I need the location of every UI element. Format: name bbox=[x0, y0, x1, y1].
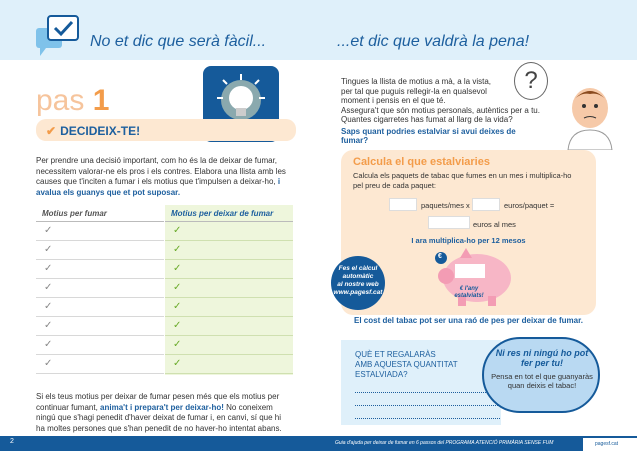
reasons-table bbox=[36, 205, 293, 375]
web-calculator-link[interactable] bbox=[331, 256, 385, 310]
table-row[interactable]: ✓ bbox=[165, 317, 293, 336]
smoke-reasons-column bbox=[36, 205, 164, 375]
decide-banner bbox=[36, 119, 296, 141]
right-line: Tingues la llista de motius a mà, a la vista, bbox=[341, 77, 491, 86]
savings-question: Saps quant podries estalviar si avui deixes de fumar? bbox=[341, 126, 516, 145]
price-input[interactable] bbox=[472, 198, 500, 211]
right-line: moment i pensis en el que té. bbox=[341, 96, 446, 105]
monthly-input[interactable] bbox=[428, 216, 470, 229]
table-row[interactable]: ✓ bbox=[36, 279, 164, 298]
thinking-person-icon bbox=[560, 80, 620, 150]
gift-line: QUÈ ET REGALARÀS bbox=[355, 350, 436, 359]
web-line: automàtic bbox=[342, 273, 374, 280]
gift-answer-line[interactable] bbox=[355, 418, 500, 419]
quit-reasons-column bbox=[165, 205, 293, 375]
yearly-input[interactable] bbox=[455, 264, 485, 278]
right-intro bbox=[341, 77, 541, 146]
intro-highlight: i avalua els guanys que et pot suposar. bbox=[36, 177, 281, 197]
decide-label: DECIDEIX-TE! bbox=[60, 124, 141, 138]
packets-input[interactable] bbox=[389, 198, 417, 211]
gift-answer-line[interactable] bbox=[355, 405, 500, 406]
table-row[interactable]: ✓ bbox=[165, 355, 293, 374]
calculator-title: Calcula el que estalviaries bbox=[353, 156, 490, 168]
multiply-instruction: I ara multiplica-ho per 12 mesos bbox=[411, 236, 526, 245]
table-row[interactable]: ✓ bbox=[36, 298, 164, 317]
checkmark-icon: ✔ bbox=[46, 124, 57, 138]
intro-text: Per prendre una decisió important, com ho és la de deixar de fumar, necessitem valorar-ne els pros i els contres. Elabora una llista amb les causes que t'inciten a fumar i els motius que t'impulsen a deixar-ho, bbox=[36, 156, 286, 186]
step-heading bbox=[36, 84, 109, 118]
table-row[interactable]: ✓ bbox=[165, 336, 293, 355]
right-line: Quantes cigarretes has fumat al llarg de la vida? bbox=[341, 115, 513, 124]
gift-line: ESTALVIADA? bbox=[355, 370, 408, 379]
table-row[interactable]: ✓ bbox=[36, 260, 164, 279]
right-line: Assegura't que són motius personals, autèntics per a tu. bbox=[341, 105, 540, 115]
table-row[interactable]: ✓ bbox=[165, 279, 293, 298]
cloud-subtitle: Pensa en tot el que guanyaràs quan deixis el tabac! bbox=[491, 372, 593, 390]
chat-checkmark-icon bbox=[34, 14, 84, 58]
web-line: www.pagesf.cat bbox=[333, 289, 383, 296]
top-banner bbox=[0, 0, 637, 60]
table-row[interactable]: ✓ bbox=[36, 222, 164, 241]
euro-icon: € bbox=[438, 253, 442, 260]
outro-highlight: anima't i prepara't per deixar-ho! bbox=[100, 402, 224, 412]
right-line: per tal que puguis rellegir-la en qualsevol bbox=[341, 86, 487, 96]
outro-text-1: Si els teus motius per deixar de fumar pesen més que els motius per continuar fumant, bbox=[36, 392, 280, 412]
column-header-smoke: Motius per fumar bbox=[36, 205, 164, 222]
table-row[interactable]: ✓ bbox=[165, 241, 293, 260]
table-row[interactable]: ✓ bbox=[36, 241, 164, 260]
cost-statement: El cost del tabac pot ser una raó de pes per deixar de fumar. bbox=[354, 316, 583, 325]
table-row[interactable]: ✓ bbox=[165, 222, 293, 241]
banner-left-heading: No et dic que serà fàcil... bbox=[90, 33, 267, 50]
banner-right-heading: ...et dic que valdrà la pena! bbox=[337, 33, 530, 50]
pig-line: estalviats! bbox=[454, 293, 484, 299]
table-row[interactable]: ✓ bbox=[36, 355, 164, 374]
step-number: 1 bbox=[92, 84, 110, 117]
footer-logo: pagesf.cat bbox=[583, 438, 637, 451]
intro-paragraph bbox=[36, 156, 292, 198]
outro-text-2: No coneixem ningú que s'hagi penedit d'haver deixat de fumar i, en canvi, sí que hi ha moltes persones que s'han penedit de no haver-ho intentat abans. bbox=[36, 402, 282, 433]
monthly-label: euros al mes bbox=[473, 220, 516, 229]
gift-question bbox=[355, 350, 485, 380]
table-row[interactable]: ✓ bbox=[36, 317, 164, 336]
web-line: Fes el càlcul bbox=[338, 265, 378, 272]
cloud-title: Ni res ni ningú ho pot fer per tu! bbox=[495, 348, 589, 368]
page-number: 2 bbox=[10, 438, 14, 445]
outro-paragraph bbox=[36, 392, 292, 434]
yearly-label bbox=[452, 286, 486, 300]
web-line: al nostre web bbox=[337, 281, 379, 288]
pig-line: € l'any bbox=[459, 286, 479, 292]
calculator-description: Calcula els paquets de tabac que fumes en un mes i multiplica-ho pel preu de cada paquet: bbox=[353, 171, 572, 190]
footer-text: Guia d'ajuda per deixar de fumar en 6 passos del PROGRAMA ATENCIÓ PRIMÀRIA SENSE FUM bbox=[335, 440, 554, 446]
gift-line: AMB AQUESTA QUANTITAT bbox=[355, 360, 458, 369]
question-mark-icon: ? bbox=[514, 62, 548, 100]
table-row[interactable]: ✓ bbox=[36, 336, 164, 355]
column-header-quit: Motius per deixar de fumar bbox=[165, 205, 293, 222]
price-label: euros/paquet = bbox=[504, 201, 555, 210]
gift-answer-line[interactable] bbox=[355, 392, 500, 393]
table-row[interactable]: ✓ bbox=[165, 260, 293, 279]
packets-label: paquets/mes x bbox=[421, 201, 470, 210]
table-row[interactable]: ✓ bbox=[165, 298, 293, 317]
step-word: pas bbox=[36, 84, 85, 117]
